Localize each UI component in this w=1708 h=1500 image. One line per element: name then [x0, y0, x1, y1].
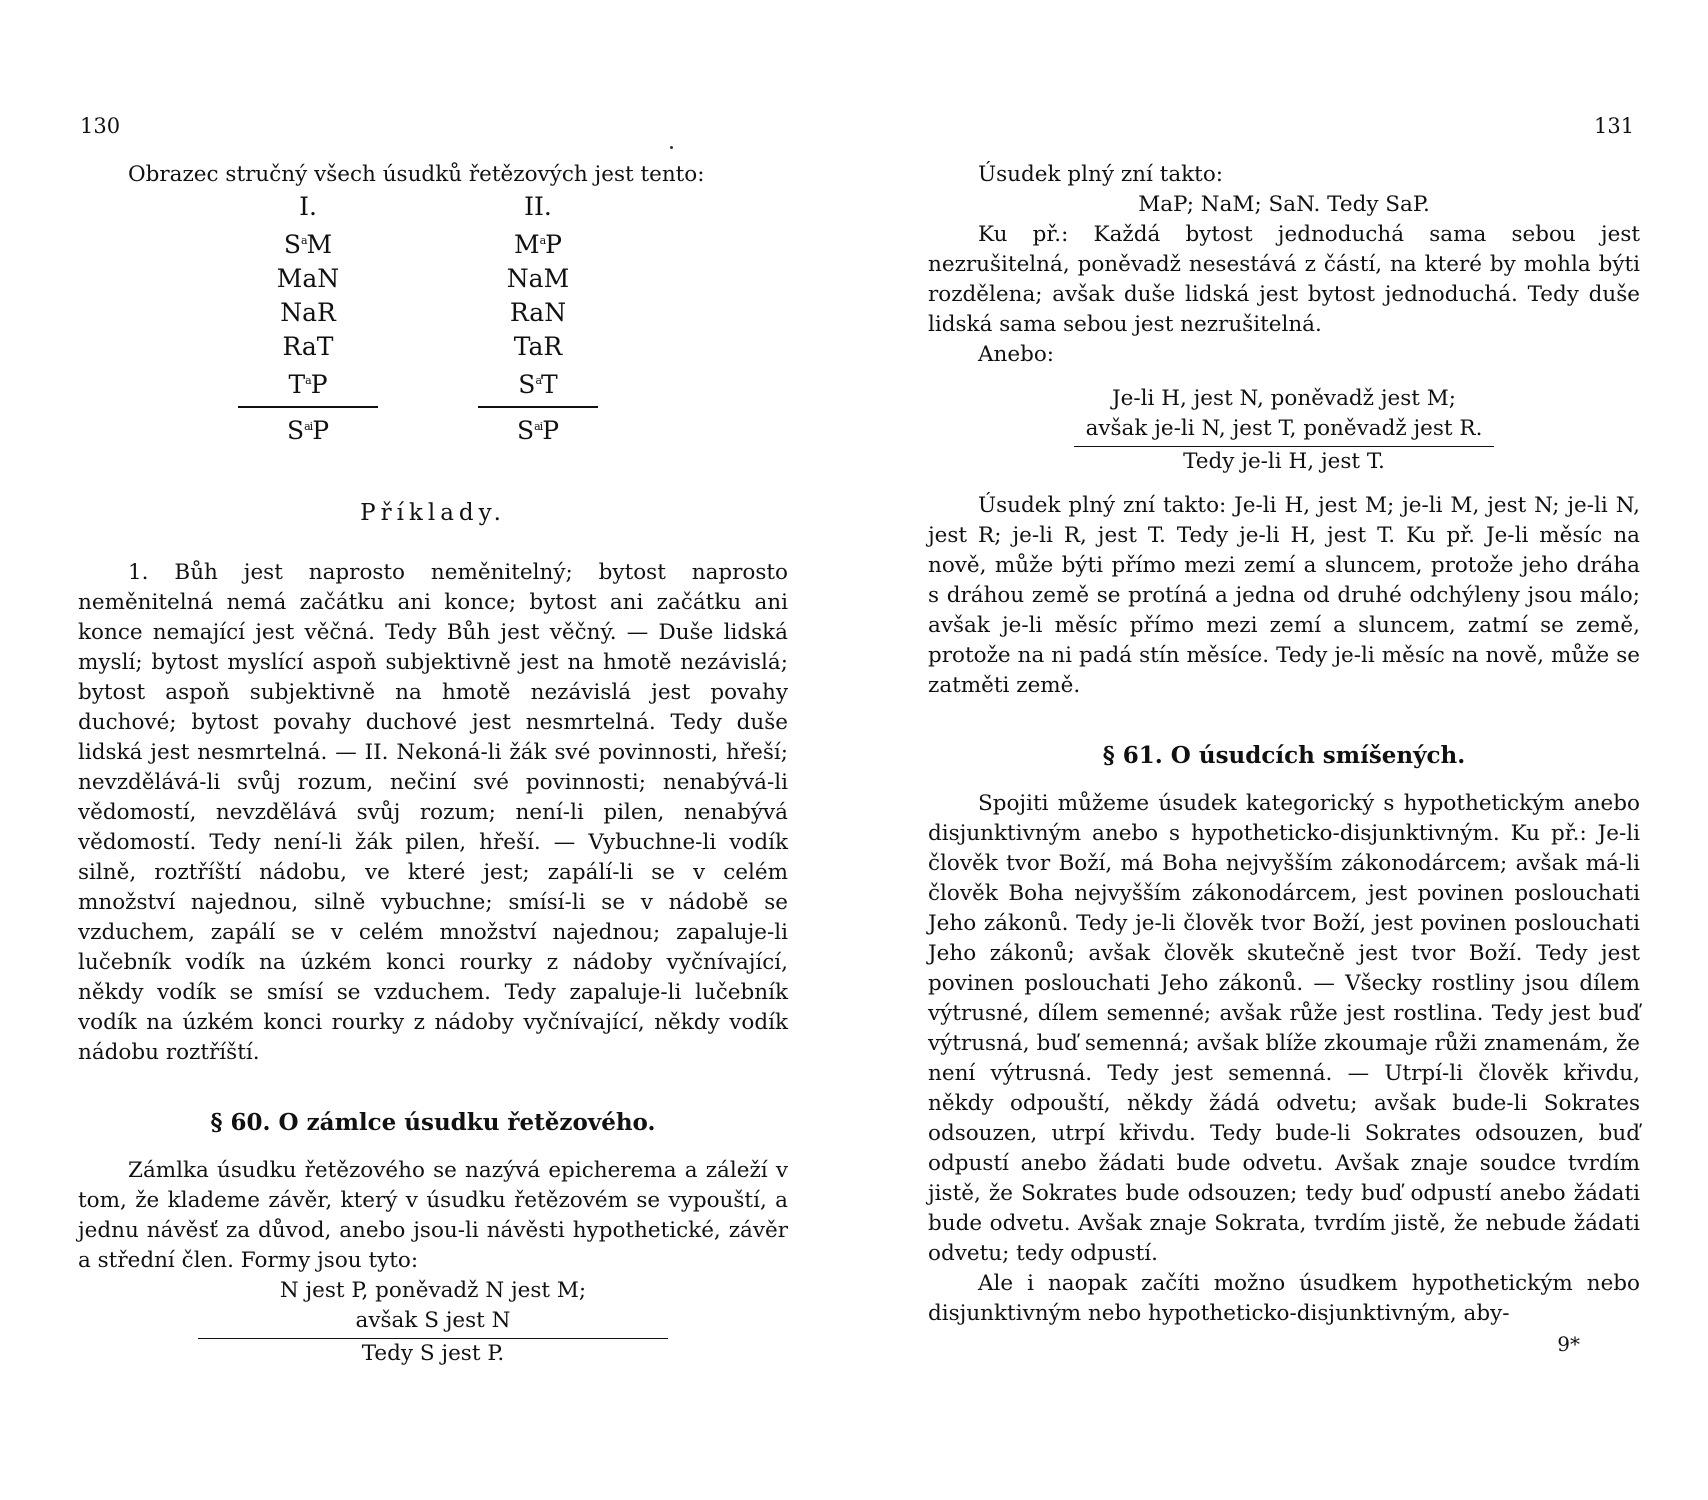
page-number: 131: [1594, 114, 1635, 138]
left-text-column: [78, 160, 788, 1369]
example-paragraph: Ku př.: Každá bytost jednoduchá sama sebou jest nezrušitelná, poněvadž nesestává z částí, na které by mohla býti rozdělena; avšak duše lidská jest bytost jednoduchá. Tedy duše lidská sama sebou jest nezrušitelná.: [928, 222, 1640, 337]
section-60-paragraph: Zámlka úsudku řetězového se nazývá epicherema a záleží v tom, že klademe závěr, který v úsudku řetězovém se vypouští, a jednu návěsť za důvod, anebo jsou-li návěsti hypothetické, závěr a střední člen. Formy jsou tyto:: [78, 1158, 788, 1273]
epicherema-formula: [78, 1276, 788, 1369]
formula-conclusion: Tedy S jest P.: [361, 1341, 505, 1366]
scheme-row: $M^aP$: [514, 230, 562, 259]
full-form-formula: MaP; NaM; SaN. Tedy SaP.: [1138, 192, 1430, 217]
scheme-row: RaN: [509, 298, 567, 327]
or-label: Anebo:: [978, 342, 1055, 367]
scheme-rule: [238, 406, 378, 408]
formula-line: N jest P, poněvadž N jest M;: [279, 1278, 587, 1303]
formula-line: avšak S jest N: [355, 1308, 511, 1333]
examples-paragraph: 1. Bůh jest naprosto neměnitelný; bytost naprosto neměnitelná nemá začátku ani konce; bytost ani začátku ani konce nemající jest věčná. Tedy Bůh jest věčný. — Duše lidská myslí; bytost myslící aspoň subjektivně jest na hmotě nezávislá; bytost aspoň subjektivně na hmotě nezávislá jest povahy duchové; bytost povahy duchové jest nesmrtelná. Tedy duše lidská jest nesmrtelná. — II. Nekoná-li žák své povinnosti, hřeší; nevzdělává-li svůj rozum, nečiní své povinnosti; nenabývá-li vědomostí, nevzdělává svůj rozum; není-li pilen, nenabývá vědomostí. Tedy není-li žák pilen, hřeší. — Vybuchne-li vodík silně, roztříští nádobu, ve které jest; zapálí-li se v celém množství najednou, silně vybuchne; smísí-li se v nádobě se vzduchem, zapálí se v celém množství najednou; zapaluje-li lučebník vodík na úzkém konci rourky z nádoby vyčnívající, někdy vodík se smísí se vzduchem. Tedy zapaluje-li lučebník vodík na úzkém konci rourky z nádoby vyčnívající, někdy vodík nádobu roztříští.: [78, 560, 788, 1065]
ink-speck: [670, 146, 673, 149]
scheme-column-2: [478, 190, 598, 448]
section-61-paragraph: Spojiti můžeme úsudek kategorický s hypothetickým anebo disjunktivným anebo s hypotheticko-disjunktivným. Ku př.: Je-li člověk tvor Boží, má Boha nejvyšším zákonodárcem; avšak má-li člověk Boha nejvyšším zákonodárcem, jest povinen poslouchati Jeho zákonů. Tedy je-li člověk tvor Boží, jest povinen poslouchati Jeho zákonů; avšak člověk skutečně jest tvor Boží. Tedy jest povinen poslouchati Jeho zákonů. — Všecky rostliny jsou dílem výtrusné, dílem semenné; avšak růže jest rostlina. Tedy jest buď výtrusná, buď semenná; avšak blíže zkoumaje růži znamenám, že není výtrusná. Tedy jest semenná. — Utrpí-li člověk křivdu, někdy odpouští, někdy žádá odvetu; avšak bude-li Sokrates odsouzen, utrpí křivdu. Tedy bude-li Sokrates odsouzen, buď odpustí anebo žádati bude odvetu. Avšak znaje soudce tvrdím jistě, že Sokrates bude odsouzen; tedy buď odpustí anebo žádati bude odvetu. Avšak znaje Sokrata, tvrdím jistě, že nebude žádati odvetu; tedy odpustí.: [928, 791, 1640, 1266]
signature-mark: 9*: [1557, 1332, 1580, 1356]
scheme-row: NaM: [506, 264, 570, 293]
scheme-row: TaR: [513, 332, 563, 361]
hypothetical-formula: [928, 384, 1640, 477]
right-text-column: [928, 160, 1640, 1359]
scheme-conclusion: $S^{ai}P$: [516, 416, 560, 445]
scheme-intro: Obrazec stručný všech úsudků řetězových jest tento:: [128, 162, 705, 187]
scheme-row: $S^aT$: [518, 370, 558, 399]
scheme-row: RaT: [282, 332, 334, 361]
examples-heading: Příklady.: [360, 500, 506, 526]
section-heading-61: § 61. O úsudcích smíšených.: [1102, 742, 1466, 769]
last-paragraph: Ale i naopak začíti možno úsudkem hypothetickým nebo disjunktivným nebo hypotheticko-disjunktivným, aby-: [928, 1271, 1640, 1326]
scheme-row: MaN: [276, 264, 340, 293]
formula-line: Je-li H, jest N, poněvadž jest M;: [1112, 386, 1456, 411]
scheme-header: I.: [299, 192, 317, 221]
page-number: 130: [80, 114, 121, 138]
scheme-header: II.: [524, 192, 552, 221]
scheme-row: NaR: [280, 298, 336, 327]
full-form-label: Úsudek plný zní takto:: [978, 162, 1224, 187]
scheme-conclusion: $S^{ai}P$: [286, 416, 330, 445]
formula-line: avšak je-li N, jest T, poněvadž jest R.: [1085, 416, 1483, 441]
full-form-paragraph: Úsudek plný zní takto: Je-li H, jest M; je-li M, jest N; je-li N, jest R; je-li R, jest T. Tedy je-li H, jest T. Ku př. Je-li měsíc na nově, může býti přímo mezi zemí a sluncem, protože jeho dráha s dráhou země se protíná a jedna od druhé odchýleny jsou málo; avšak je-li měsíc přímo mezi zemí a sluncem, zatmí se země, protože na ni padá stín měsíce. Tedy je-li měsíc na nově, může se zatměti země.: [928, 493, 1640, 698]
scheme-row: $S^aM$: [283, 230, 333, 259]
right-page: [854, 0, 1708, 1500]
scheme-row: $T^aP$: [288, 370, 328, 399]
section-heading-60: § 60. O zámlce úsudku řetězového.: [210, 1109, 656, 1136]
scheme-column-1: [238, 190, 378, 448]
formula-conclusion: Tedy je-li H, jest T.: [1183, 449, 1385, 474]
chain-syllogism-scheme: [78, 190, 788, 470]
scheme-rule: [478, 406, 598, 408]
